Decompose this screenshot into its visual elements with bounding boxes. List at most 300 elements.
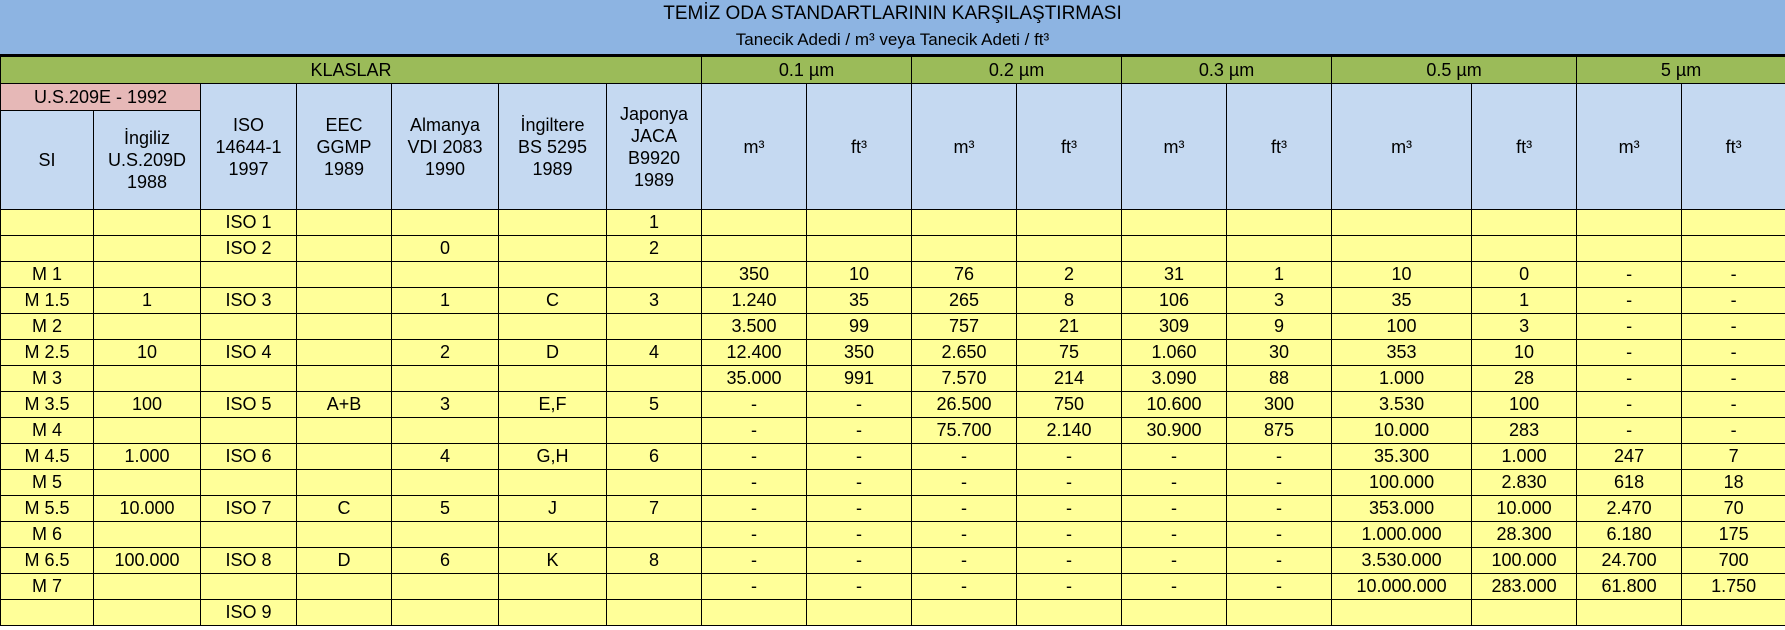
table-cell	[1, 210, 94, 236]
table-cell: 10.000	[94, 496, 201, 522]
table-cell	[1577, 210, 1682, 236]
table-cell: 1.000	[94, 444, 201, 470]
table-cell: K	[499, 548, 607, 574]
table-cell: -	[807, 496, 912, 522]
table-cell	[807, 600, 912, 626]
table-cell: 3.530	[1332, 392, 1472, 418]
table-cell	[392, 366, 499, 392]
table-cell: -	[702, 574, 807, 600]
table-cell: 350	[702, 262, 807, 288]
table-row	[1, 366, 1785, 392]
table-cell: 247	[1577, 444, 1682, 470]
english-header-year: 1988	[126, 172, 168, 192]
table-cell	[297, 236, 392, 262]
table-cell	[1, 236, 94, 262]
unit-header-ft3: ft³	[1017, 84, 1122, 210]
table-cell: 1	[1472, 288, 1577, 314]
table-cell	[392, 314, 499, 340]
group-size-5: 5 µm	[1577, 57, 1785, 84]
table-cell	[201, 314, 297, 340]
table-row	[1, 418, 1785, 444]
table-cell: -	[912, 496, 1017, 522]
table-cell: M 2.5	[1, 340, 94, 366]
table-cell: 3	[1227, 288, 1332, 314]
table-cell	[1682, 210, 1785, 236]
table-cell: 75	[1017, 340, 1122, 366]
table-cell: -	[702, 444, 807, 470]
group-size-0-1: 0.1 µm	[702, 57, 912, 84]
table-cell: E,F	[499, 392, 607, 418]
table-cell: 350	[807, 340, 912, 366]
table-cell: -	[1577, 340, 1682, 366]
page-subtitle: Tanecik Adedi / m³ veya Tanecik Adeti / ft³	[735, 30, 1050, 49]
table-cell	[607, 522, 702, 548]
table-cell: 2.830	[1472, 470, 1577, 496]
table-row	[1, 314, 1785, 340]
table-cell	[297, 418, 392, 444]
table-cell	[912, 600, 1017, 626]
germany-header-year: 1990	[424, 158, 466, 179]
table-cell: -	[1122, 548, 1227, 574]
table-cell	[1017, 236, 1122, 262]
table-cell: 35.300	[1332, 444, 1472, 470]
table-cell: 3	[607, 288, 702, 314]
table-cell: 10	[807, 262, 912, 288]
unit-header-ft3: ft³	[1227, 84, 1332, 210]
table-cell	[297, 600, 392, 626]
table-cell: 8	[1017, 288, 1122, 314]
table-cell: -	[912, 470, 1017, 496]
table-cell: 7	[607, 496, 702, 522]
table-cell: 2.650	[912, 340, 1017, 366]
table-cell: 3	[392, 392, 499, 418]
table-cell: A+B	[297, 392, 392, 418]
group-classes: KLASLAR	[1, 57, 702, 84]
table-cell: 2	[392, 340, 499, 366]
table-cell	[499, 574, 607, 600]
table-cell: C	[297, 496, 392, 522]
table-cell: D	[297, 548, 392, 574]
table-cell: -	[1227, 496, 1332, 522]
table-cell: -	[912, 444, 1017, 470]
table-cell: 0	[392, 236, 499, 262]
table-cell	[807, 210, 912, 236]
table-cell: 2.470	[1577, 496, 1682, 522]
table-cell	[94, 470, 201, 496]
iso-header-year: 1997	[228, 158, 269, 179]
table-cell	[1017, 600, 1122, 626]
table-cell: 100	[94, 392, 201, 418]
table-cell: M 4.5	[1, 444, 94, 470]
table-cell: -	[807, 548, 912, 574]
table-cell: 6.180	[1577, 522, 1682, 548]
table-cell: -	[912, 522, 1017, 548]
table-cell	[392, 574, 499, 600]
table-cell: 6	[392, 548, 499, 574]
table-row	[1, 548, 1785, 574]
table-cell: 100.000	[94, 548, 201, 574]
table-cell	[912, 236, 1017, 262]
group-size-0-5: 0.5 µm	[1332, 57, 1577, 84]
table-cell: 175	[1682, 522, 1785, 548]
table-cell: 100	[1472, 392, 1577, 418]
table-cell: -	[1577, 262, 1682, 288]
table-cell	[94, 314, 201, 340]
table-row	[1, 600, 1785, 626]
table-cell	[1682, 236, 1785, 262]
table-cell	[1472, 236, 1577, 262]
table-cell	[1332, 600, 1472, 626]
eec-header-year: 1989	[323, 158, 365, 179]
table-cell: 1	[94, 288, 201, 314]
table-cell: 26.500	[912, 392, 1017, 418]
table-cell: 3.500	[702, 314, 807, 340]
table-cell: 35	[1332, 288, 1472, 314]
table-cell	[499, 236, 607, 262]
table-cell	[392, 418, 499, 444]
table-cell: M 3	[1, 366, 94, 392]
table-cell: 76	[912, 262, 1017, 288]
table-cell	[607, 366, 702, 392]
table-cell: M 6	[1, 522, 94, 548]
table-cell: 30	[1227, 340, 1332, 366]
table-cell: -	[1017, 574, 1122, 600]
table-cell: M 1.5	[1, 288, 94, 314]
table-cell: -	[1017, 548, 1122, 574]
table-cell	[297, 470, 392, 496]
table-cell: ISO 5	[201, 392, 297, 418]
table-cell: 700	[1682, 548, 1785, 574]
table-cell: 265	[912, 288, 1017, 314]
table-cell: 1.000	[1472, 444, 1577, 470]
table-cell: ISO 9	[201, 600, 297, 626]
table-cell: -	[1682, 366, 1785, 392]
table-cell: 875	[1227, 418, 1332, 444]
table-cell: -	[1682, 288, 1785, 314]
table-cell: 12.400	[702, 340, 807, 366]
table-cell: 283.000	[1472, 574, 1577, 600]
table-cell: -	[1682, 314, 1785, 340]
uk-header	[499, 84, 607, 210]
table-cell: 283	[1472, 418, 1577, 444]
table-cell: ISO 7	[201, 496, 297, 522]
table-cell	[807, 236, 912, 262]
table-row	[1, 574, 1785, 600]
table-cell	[1122, 600, 1227, 626]
table-cell: -	[1577, 288, 1682, 314]
table-cell: 6	[607, 444, 702, 470]
iso-header-std: 14644-1	[215, 136, 282, 157]
table-cell	[499, 262, 607, 288]
english-header	[94, 111, 201, 210]
table-row	[1, 236, 1785, 262]
iso-header	[201, 84, 297, 210]
table-cell	[297, 340, 392, 366]
table-cell: 3.530.000	[1332, 548, 1472, 574]
table-cell: M 2	[1, 314, 94, 340]
eec-header-name: EEC	[325, 114, 363, 135]
unit-header-m3: m³	[1332, 84, 1472, 210]
table-cell: 1.000.000	[1332, 522, 1472, 548]
table-cell	[499, 210, 607, 236]
table-cell: -	[702, 496, 807, 522]
table-cell: J	[499, 496, 607, 522]
table-cell: -	[702, 522, 807, 548]
table-cell: -	[807, 574, 912, 600]
table-cell: 3.090	[1122, 366, 1227, 392]
uk-header-std: BS 5295	[517, 136, 588, 157]
unit-header-m3: m³	[1122, 84, 1227, 210]
table-cell	[94, 236, 201, 262]
table-cell: ISO 8	[201, 548, 297, 574]
table-cell: -	[1227, 548, 1332, 574]
table-cell: -	[1227, 522, 1332, 548]
table-cell: -	[807, 444, 912, 470]
page-title: TEMİZ ODA STANDARTLARININ KARŞILAŞTIRMASI	[663, 3, 1122, 24]
table-cell	[702, 210, 807, 236]
table-cell: M 5.5	[1, 496, 94, 522]
japan-header-std1: JACA	[631, 125, 678, 146]
english-header-std: U.S.209D	[107, 150, 187, 170]
table-cell	[297, 574, 392, 600]
table-cell	[94, 210, 201, 236]
table-cell: 31	[1122, 262, 1227, 288]
table-cell: 991	[807, 366, 912, 392]
table-cell: -	[1577, 366, 1682, 392]
table-cell	[392, 262, 499, 288]
table-cell: M 1	[1, 262, 94, 288]
table-cell	[94, 600, 201, 626]
table-cell	[1577, 600, 1682, 626]
table-cell	[702, 600, 807, 626]
table-cell: 750	[1017, 392, 1122, 418]
japan-header-std2: B9920	[627, 147, 681, 168]
table-cell: -	[912, 574, 1017, 600]
table-cell	[201, 522, 297, 548]
table-cell: -	[702, 392, 807, 418]
table-cell: 100.000	[1472, 548, 1577, 574]
germany-header	[392, 84, 499, 210]
table-body	[1, 210, 1785, 626]
table-cell	[1577, 236, 1682, 262]
table-cell: 2.140	[1017, 418, 1122, 444]
table-cell: 10	[1472, 340, 1577, 366]
table-cell: -	[1122, 522, 1227, 548]
table-cell: -	[807, 392, 912, 418]
table-cell: -	[1227, 574, 1332, 600]
table-cell	[499, 366, 607, 392]
table-cell: 10	[1332, 262, 1472, 288]
table-cell	[392, 470, 499, 496]
table-cell	[1122, 210, 1227, 236]
table-cell	[297, 262, 392, 288]
table-cell: 18	[1682, 470, 1785, 496]
table-cell: 4	[392, 444, 499, 470]
japan-header-name: Japonya	[619, 103, 689, 124]
comparison-table	[0, 56, 1785, 626]
table-cell: 30.900	[1122, 418, 1227, 444]
table-cell	[94, 574, 201, 600]
table-cell: M 6.5	[1, 548, 94, 574]
table-cell	[201, 470, 297, 496]
table-cell	[499, 418, 607, 444]
table-cell	[297, 314, 392, 340]
table-cell: 35.000	[702, 366, 807, 392]
table-cell	[297, 288, 392, 314]
germany-header-name: Almanya	[409, 114, 481, 135]
table-cell: 100.000	[1332, 470, 1472, 496]
table-row	[1, 340, 1785, 366]
table-cell	[1, 600, 94, 626]
table-cell: 353	[1332, 340, 1472, 366]
table-cell: -	[1017, 496, 1122, 522]
table-cell: 1.750	[1682, 574, 1785, 600]
table-cell	[499, 470, 607, 496]
table-row	[1, 522, 1785, 548]
uk-header-name: İngiltere	[520, 114, 585, 135]
table-cell: 75.700	[912, 418, 1017, 444]
table-cell: 309	[1122, 314, 1227, 340]
table-cell	[392, 210, 499, 236]
table-row	[1, 288, 1785, 314]
table-cell: -	[1682, 392, 1785, 418]
table-cell: 2	[1017, 262, 1122, 288]
table-cell: 1.000	[1332, 366, 1472, 392]
table-cell: ISO 2	[201, 236, 297, 262]
table-cell: -	[1122, 470, 1227, 496]
table-cell: -	[1017, 444, 1122, 470]
table-cell	[702, 236, 807, 262]
table-cell	[1682, 600, 1785, 626]
table-cell: 9	[1227, 314, 1332, 340]
unit-header-m3: m³	[702, 84, 807, 210]
table-cell	[1227, 236, 1332, 262]
unit-header-ft3: ft³	[1472, 84, 1577, 210]
table-cell	[607, 600, 702, 626]
table-cell	[94, 366, 201, 392]
table-cell	[499, 522, 607, 548]
table-cell: 618	[1577, 470, 1682, 496]
table-cell: 10.600	[1122, 392, 1227, 418]
table-cell: M 3.5	[1, 392, 94, 418]
table-cell	[1332, 210, 1472, 236]
table-row	[1, 470, 1785, 496]
table-cell: 5	[607, 392, 702, 418]
table-cell: 7	[1682, 444, 1785, 470]
table-cell: 1.060	[1122, 340, 1227, 366]
table-cell	[607, 418, 702, 444]
table-cell	[1472, 600, 1577, 626]
si-header: SI	[1, 111, 94, 210]
table-cell: -	[1227, 444, 1332, 470]
japan-header	[607, 84, 702, 210]
table-cell: 24.700	[1577, 548, 1682, 574]
table-cell: -	[807, 522, 912, 548]
table-cell: M 7	[1, 574, 94, 600]
table-cell: -	[1577, 314, 1682, 340]
table-cell: 0	[1472, 262, 1577, 288]
table-cell: 8	[607, 548, 702, 574]
table-cell	[297, 522, 392, 548]
table-cell: -	[1122, 574, 1227, 600]
table-cell: 214	[1017, 366, 1122, 392]
table-cell: 99	[807, 314, 912, 340]
table-cell	[1472, 210, 1577, 236]
table-cell: 1	[1227, 262, 1332, 288]
table-cell: -	[1682, 340, 1785, 366]
table-cell	[94, 262, 201, 288]
table-cell	[392, 600, 499, 626]
table-cell: D	[499, 340, 607, 366]
table-cell: -	[807, 470, 912, 496]
table-cell: -	[1122, 444, 1227, 470]
table-cell: ISO 4	[201, 340, 297, 366]
table-cell: 28.300	[1472, 522, 1577, 548]
table-cell	[1227, 210, 1332, 236]
table-cell: 88	[1227, 366, 1332, 392]
group-header-row	[1, 57, 1785, 84]
table-cell: 100	[1332, 314, 1472, 340]
table-cell	[1017, 210, 1122, 236]
unit-header-m3: m³	[1577, 84, 1682, 210]
table-cell	[94, 522, 201, 548]
table-cell: -	[1017, 522, 1122, 548]
iso-header-name: ISO	[232, 114, 264, 135]
table-cell: -	[1122, 496, 1227, 522]
eec-header	[297, 84, 392, 210]
table-cell: -	[702, 418, 807, 444]
table-cell: ISO 3	[201, 288, 297, 314]
table-cell	[94, 418, 201, 444]
table-cell: 10.000	[1472, 496, 1577, 522]
table-cell	[201, 262, 297, 288]
table-cell: -	[1577, 392, 1682, 418]
table-cell: 28	[1472, 366, 1577, 392]
english-header-name: İngiliz	[123, 128, 171, 148]
unit-header-ft3: ft³	[807, 84, 912, 210]
table-cell	[392, 522, 499, 548]
table-cell	[1332, 236, 1472, 262]
table-cell: M 5	[1, 470, 94, 496]
table-cell: 70	[1682, 496, 1785, 522]
table-cell: 2	[607, 236, 702, 262]
japan-header-year: 1989	[633, 169, 675, 190]
table-cell: 353.000	[1332, 496, 1472, 522]
table-cell: G,H	[499, 444, 607, 470]
table-row	[1, 444, 1785, 470]
uk-header-year: 1989	[532, 158, 573, 179]
table-cell: 3	[1472, 314, 1577, 340]
table-cell: 4	[607, 340, 702, 366]
table-cell: 1	[607, 210, 702, 236]
table-row	[1, 496, 1785, 522]
us209e-header: U.S.209E - 1992	[1, 84, 201, 111]
table-row	[1, 392, 1785, 418]
table-cell	[1227, 600, 1332, 626]
table-cell	[499, 314, 607, 340]
table-cell: 757	[912, 314, 1017, 340]
table-cell	[607, 574, 702, 600]
table-cell: 5	[392, 496, 499, 522]
table-cell: 10.000	[1332, 418, 1472, 444]
table-cell: -	[1577, 418, 1682, 444]
table-row	[1, 262, 1785, 288]
table-cell: 300	[1227, 392, 1332, 418]
table-cell	[201, 366, 297, 392]
table-cell	[201, 418, 297, 444]
table-cell: -	[912, 548, 1017, 574]
table-cell: 1	[392, 288, 499, 314]
